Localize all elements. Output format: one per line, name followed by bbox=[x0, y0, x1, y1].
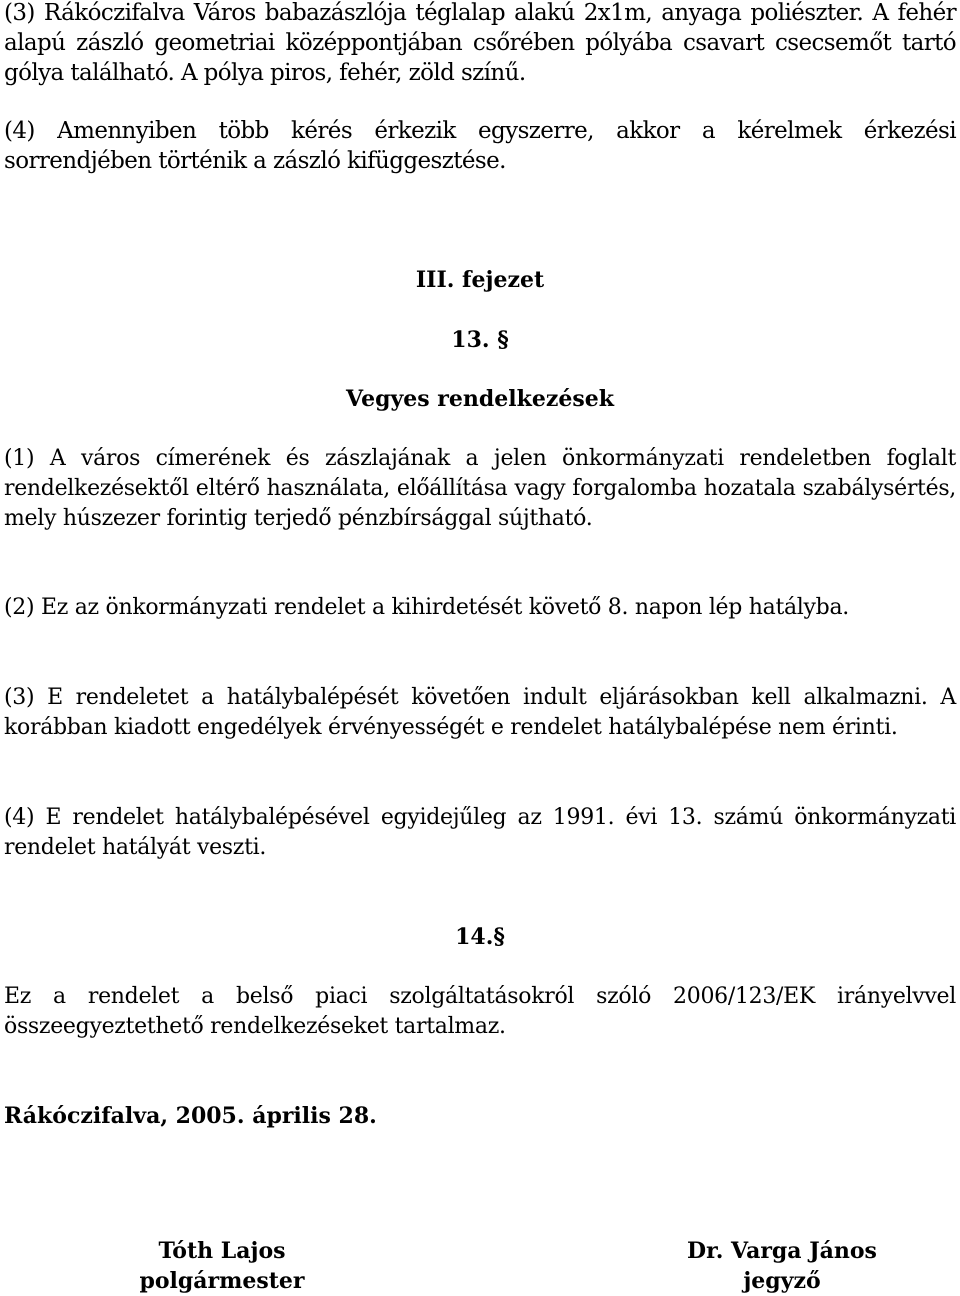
signatory-name: Tóth Lajos bbox=[158, 1238, 286, 1264]
section-13-paragraph-4: (4) E rendelet hatálybalépésével egyidejűleg az 1991. évi 13. számú önkormányzati rendelet hatályát veszti. bbox=[4, 805, 956, 860]
signatory-title: polgármester bbox=[139, 1268, 305, 1294]
section-13-heading: 13. § bbox=[451, 327, 509, 353]
signatory-name: Dr. Varga János bbox=[687, 1238, 877, 1264]
signatory-title: jegyző bbox=[743, 1268, 821, 1294]
chapter-heading: III. fejezet bbox=[415, 267, 545, 293]
section-13-title: Vegyes rendelkezések bbox=[346, 386, 614, 412]
section-13-paragraph-3: (3) E rendeletet a hatálybalépését követően indult eljárásokban kell alkalmazni. A korábban kiadott engedélyek érvényességét e rendelet hatálybalépése nem érinti. bbox=[4, 685, 956, 740]
paragraph-4-request-order: (4) Amennyiben több kérés érkezik egyszerre, akkor a kérelmek érkezési sorrendjében történik a zászló kifüggesztése. bbox=[4, 118, 956, 174]
section-14-text: Ez a rendelet a belső piaci szolgáltatásokról szóló 2006/123/EK irányelvvel összeegyeztethető rendelkezéseket tartalmaz. bbox=[4, 984, 956, 1039]
section-13-paragraph-1: (1) A város címerének és zászlajának a jelen önkormányzati rendeletben foglalt rendelkezésektől eltérő használata, előállítása vagy forgalomba hozatala szabálysértés, mely húszezer forintig terjedő pénzbírsággal sújtható. bbox=[4, 446, 956, 531]
section-13-paragraph-2: (2) Ez az önkormányzati rendelet a kihirdetését követő 8. napon lép hatályba. bbox=[4, 595, 849, 620]
section-14-heading: 14.§ bbox=[455, 924, 505, 950]
paragraph-3-flag: (3) Rákóczifalva Város babazászlója téglalap alakú 2x1m, anyaga poliészter. A fehér alapú zászló geometriai középpontjában csőrében pólyába csavart csecsemőt tartó gólya található. A pólya piros, fehér, zöld színű. bbox=[4, 0, 956, 86]
signature-mayor bbox=[92, 1236, 352, 1296]
signature-notary bbox=[652, 1236, 912, 1296]
place-and-date: Rákóczifalva, 2005. április 28. bbox=[4, 1103, 377, 1129]
